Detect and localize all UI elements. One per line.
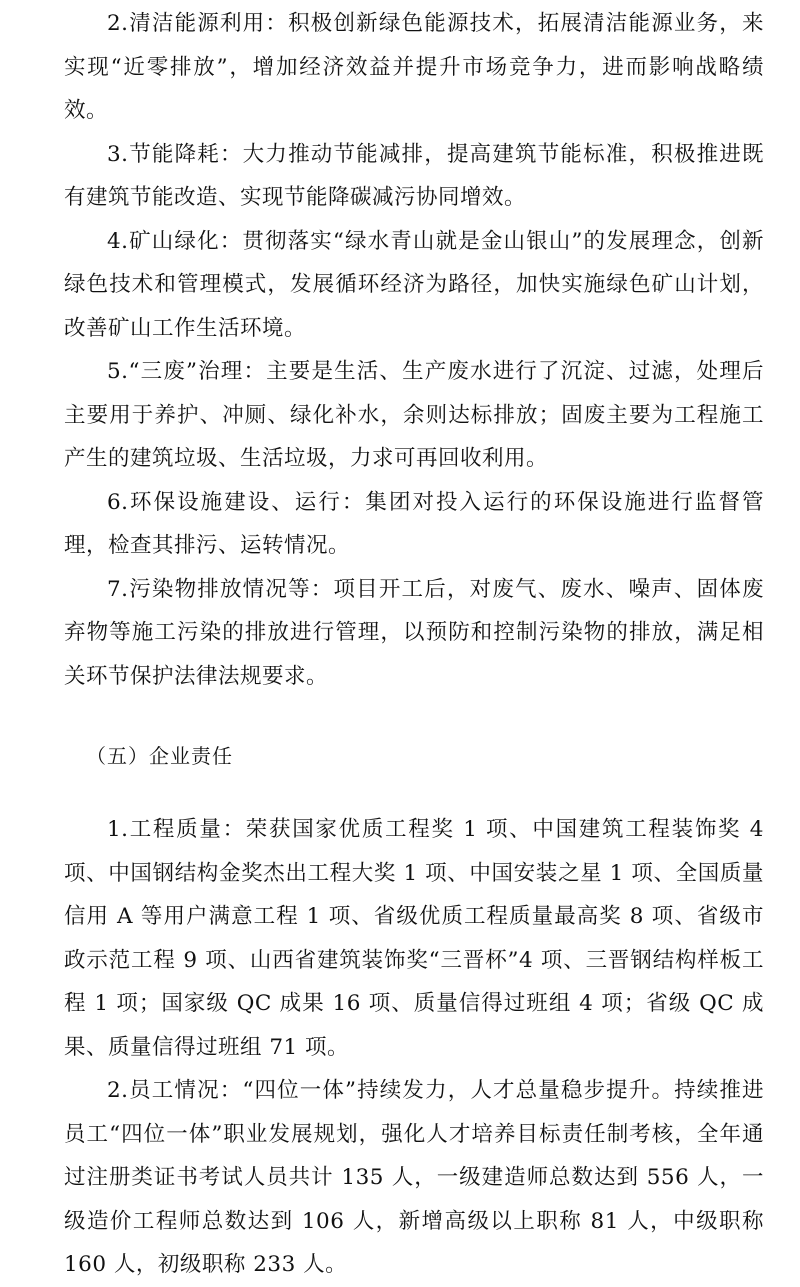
section-heading: （五）企业责任 bbox=[86, 744, 233, 768]
paragraph-clean-energy: 2.清洁能源利用：积极创新绿色能源技术，拓展清洁能源业务，来实现“近零排放”，增加经济效益并提升市场竞争力，进而影响战略绩效。 bbox=[64, 11, 764, 123]
paragraph-staff-situation: 2.员工情况：“四位一体”持续发力，人才总量稳步提升。持续推进员工“四位一体”职业发展规划，强化人才培养目标责任制考核，全年通过注册类证书考试人员共计 135 人，一级建造师总数达到 556 人，一级造价工程师总数达到 106 人，新增高级以上职称 81 人，中级职称 160 人，初级职称 233 人。 bbox=[64, 1078, 764, 1277]
paragraph-mine-greening: 4.矿山绿化：贯彻落实“绿水青山就是金山银山”的发展理念，创新绿色技术和管理模式，发展循环经济为路径，加快实施绿色矿山计划，改善矿山工作生活环境。 bbox=[64, 228, 764, 341]
spacer bbox=[64, 778, 764, 808]
paragraph-engineering-quality: 1.工程质量：荣获国家优质工程奖 1 项、中国建筑工程装饰奖 4 项、中国钢结构金奖杰出工程大奖 1 项、中国安装之星 1 项、全国质量信用 A 等用户满意工程 1 项、省级优质工程质量最高奖 8 项、省级市政示范工程 9 项、山西省建筑装饰奖“三晋杯”4 项、三晋钢结构样板工程 1 项；国家级 QC 成果 16 项、质量信得过班组 4 项；省级 QC 成果、质量信得过班组 71 项。 bbox=[64, 817, 764, 1060]
paragraph-env-facilities: 6.环保设施建设、运行：集团对投入运行的环保设施进行监督管理，检查其排污、运转情况。 bbox=[64, 489, 764, 558]
paragraph-pollutant-emission: 7.污染物排放情况等：项目开工后，对废气、废水、噪声、固体废弃物等施工污染的排放进行管理，以预防和控制污染物的排放，满足相关环节保护法律法规要求。 bbox=[64, 576, 764, 689]
spacer bbox=[64, 698, 764, 734]
document-page bbox=[64, 2, 764, 1287]
paragraph-energy-saving: 3.节能降耗：大力推动节能减排，提高建筑节能标准，积极推进既有建筑节能改造、实现节能降碳减污协同增效。 bbox=[64, 141, 764, 210]
paragraph-three-wastes: 5.“三废”治理：主要是生活、生产废水进行了沉淀、过滤，处理后主要用于养护、冲厕、绿化补水，余则达标排放；固废主要为工程施工产生的建筑垃圾、生活垃圾，力求可再回收利用。 bbox=[64, 359, 764, 471]
